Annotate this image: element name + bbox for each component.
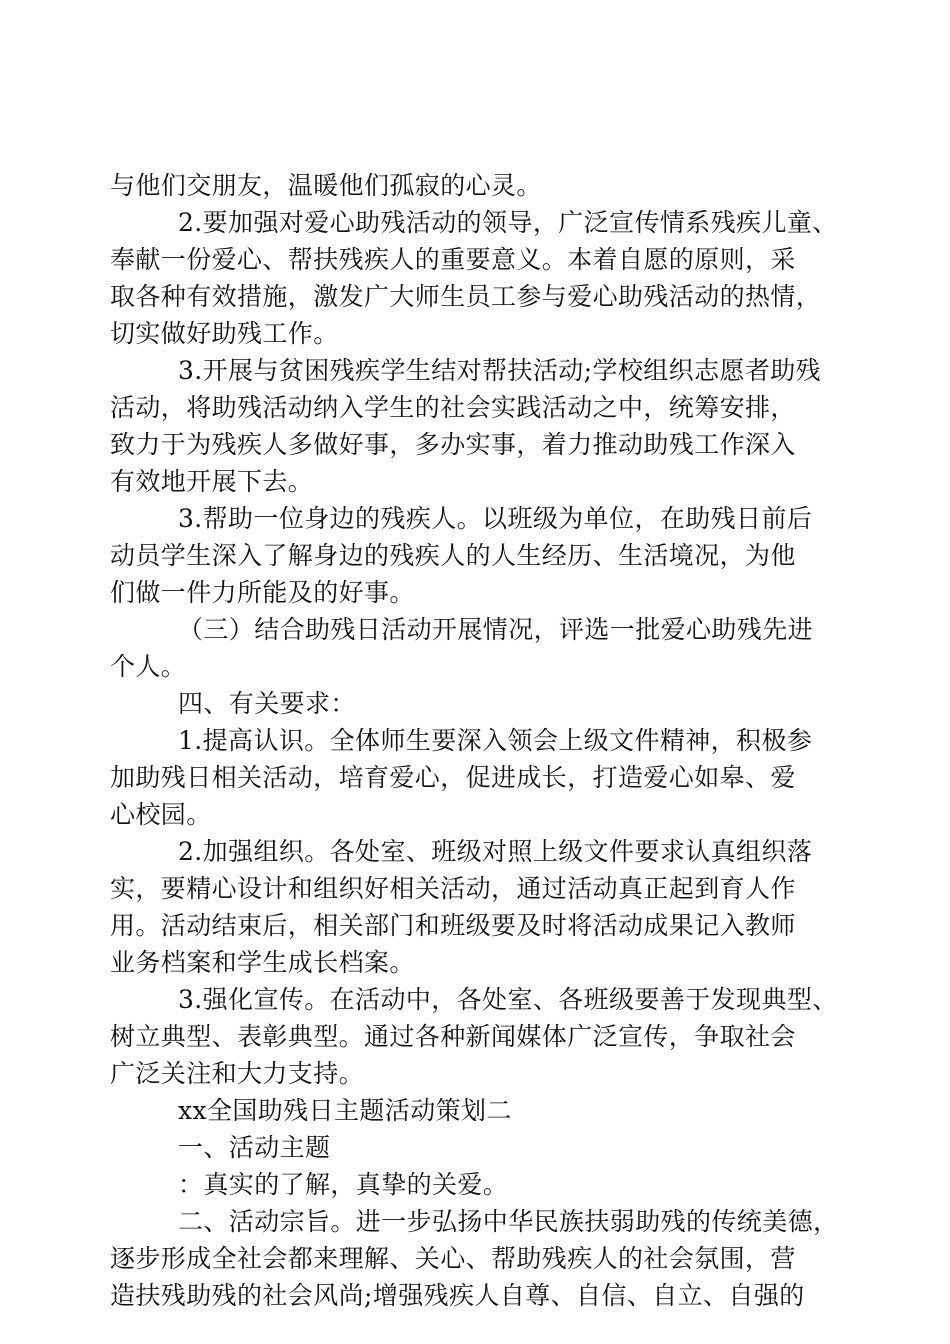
text-line: 树立典型、表彰典型。通过各种新闻媒体广泛宣传，争取社会 [110,1022,796,1051]
text-line: 3.帮助一位身边的残疾人。以班级为单位，在助残日前后 [178,504,813,533]
text-line: 2.加强组织。各处室、班级对照上级文件要求认真组织落 [178,837,813,866]
text-line: 们做一件力所能及的好事。 [110,578,415,607]
text-line: 致力于为残疾人多做好事，多办实事，着力推动助残工作深入 [110,430,796,459]
section-heading: 一、活动主题 [178,1133,331,1162]
text-line: 有效地开展下去。 [110,467,314,496]
text-line: 造扶残助残的社会风尚;增强残疾人自尊、自信、自立、自强的 [110,1281,805,1310]
text-line: （三）结合助残日活动开展情况，评选一批爱心助残先进 [178,615,814,644]
text-line: 3.开展与贫困残疾学生结对帮扶活动;学校组织志愿者助残 [178,356,822,385]
text-line: 2.要加强对爱心助残活动的领导，广泛宣传情系残疾儿童、 [178,208,838,237]
text-line: 业务档案和学生成长档案。 [110,948,415,977]
text-line: 逐步形成全社会都来理解、关心、帮助残疾人的社会氛围，营 [110,1244,796,1273]
text-line: 切实做好助残工作。 [110,319,339,348]
text-line: 二、活动宗旨。进一步弘扬中华民族扶弱助残的传统美德， [178,1207,839,1236]
text-line: 广泛关注和大力支持。 [110,1059,365,1088]
text-line: 3.强化宣传。在活动中，各处室、各班级要善于发现典型、 [178,985,838,1014]
text-line: ：真实的了解，真挚的关爱。 [178,1170,509,1199]
text-line: 心校园。 [110,800,212,829]
text-line: 实，要精心设计和组织好相关活动，通过活动真正起到育人作 [110,874,796,903]
text-line: 奉献一份爱心、帮扶残疾人的重要意义。本着自愿的原则，采 [110,245,796,274]
text-line: 个人。 [110,652,187,681]
text-line: 用。活动结束后，相关部门和班级要及时将活动成果记入教师 [110,911,796,940]
section-heading: 四、有关要求： [178,689,356,718]
section-heading: xx全国助残日主题活动策划二 [178,1096,512,1125]
text-line: 活动，将助残活动纳入学生的社会实践活动之中，统筹安排， [110,393,796,422]
text-line: 与他们交朋友，温暖他们孤寂的心灵。 [110,171,542,200]
text-line: 1.提高认识。全体师生要深入领会上级文件精神，积极参 [178,726,813,755]
text-line: 取各种有效措施，激发广大师生员工参与爱心助残活动的热情， [110,282,822,311]
text-line: 动员学生深入了解身边的残疾人的人生经历、生活境况，为他 [110,541,796,570]
text-line: 加助残日相关活动，培育爱心，促进成长，打造爱心如皋、爱 [110,763,796,792]
